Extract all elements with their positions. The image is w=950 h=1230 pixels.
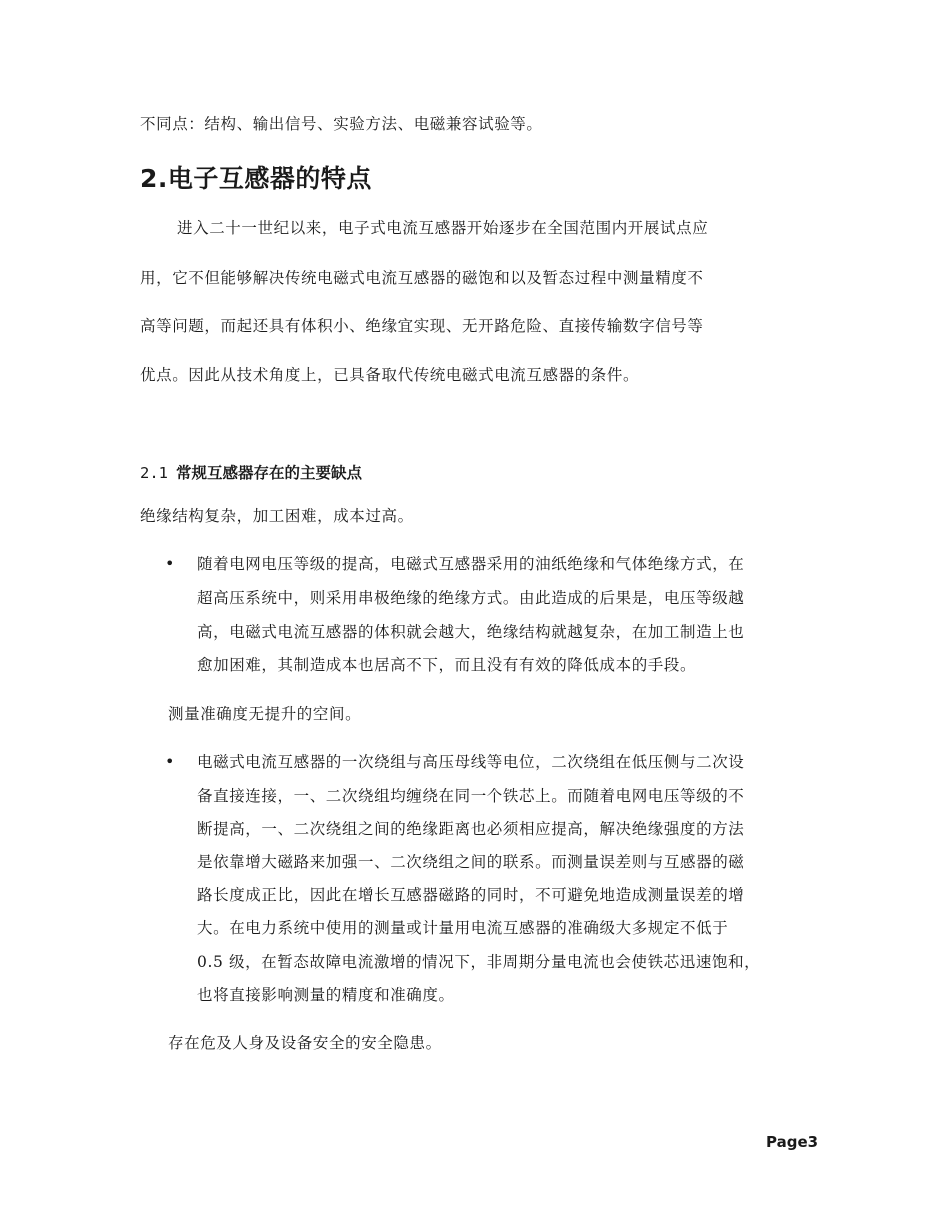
bullet-2-line: 路长度成正比，因此在增长互感器磁路的同时，不可避免地造成测量误差的增: [197, 886, 745, 904]
point-3: 存在危及人身及设备安全的安全隐患。: [168, 1034, 442, 1052]
bullet-icon: •: [165, 752, 175, 771]
bullet-1-line: 高，电磁式电流互感器的体积就会越大，绝缘结构就越复杂，在加工制造上也: [197, 623, 745, 641]
bullet-icon: •: [165, 554, 175, 573]
bullet-2-line: 是依靠增大磁路来加强一、二次绕组之间的联系。而测量误差则与互感器的磁: [197, 853, 745, 871]
bullet-2-line: 也将直接影响测量的精度和准确度。: [197, 986, 455, 1004]
point-1: 绝缘结构复杂，加工困难，成本过高。: [140, 507, 414, 525]
page-number: Page3: [766, 1133, 819, 1151]
paragraph-line: 高等问题，而起还具有体积小、绝缘宜实现、无开路危险、直接传输数字信号等: [140, 317, 704, 335]
subsection-title: 常规互感器存在的主要缺点: [176, 464, 363, 482]
bullet-2-line: 断提高，一、二次绕组之间的绝缘距离也必须相应提高，解决绝缘强度的方法: [197, 820, 745, 838]
paragraph-line: 进入二十一世纪以来，电子式电流互感器开始逐步在全国范围内开展试点应: [177, 219, 709, 237]
subsection-heading: [140, 463, 362, 483]
section-heading: 2.电子互感器的特点: [140, 164, 372, 193]
bullet-2-line: 电磁式电流互感器的一次绕组与高压母线等电位，二次绕组在低压侧与二次设: [197, 753, 745, 771]
bullet-1-line: 超高压系统中，则采用串极绝缘的绝缘方式。由此造成的后果是，电压等级越: [197, 589, 745, 607]
intro-line: 不同点：结构、输出信号、实验方法、电磁兼容试验等。: [140, 115, 543, 133]
bullet-2-line: 0.5 级，在暂态故障电流激增的情况下，非周期分量电流也会使铁芯迅速饱和，: [197, 953, 761, 971]
bullet-2-line: 大。在电力系统中使用的测量或计量用电流互感器的准确级大多规定不低于: [197, 919, 729, 937]
bullet-2-line: 备直接连接，一、二次绕组均缠绕在同一个铁芯上。而随着电网电压等级的不: [197, 787, 745, 805]
point-2: 测量准确度无提升的空间。: [168, 705, 362, 723]
bullet-1-line: 愈加困难，其制造成本也居高不下，而且没有有效的降低成本的手段。: [197, 656, 697, 674]
paragraph-line: 优点。因此从技术角度上，已具备取代传统电磁式电流互感器的条件。: [140, 366, 640, 384]
subsection-number: 2.1: [140, 464, 168, 482]
paragraph-line: 用，它不但能够解决传统电磁式电流互感器的磁饱和以及暂态过程中测量精度不: [140, 269, 704, 287]
bullet-1-line: 随着电网电压等级的提高，电磁式互感器采用的油纸绝缘和气体绝缘方式，在: [197, 555, 745, 573]
